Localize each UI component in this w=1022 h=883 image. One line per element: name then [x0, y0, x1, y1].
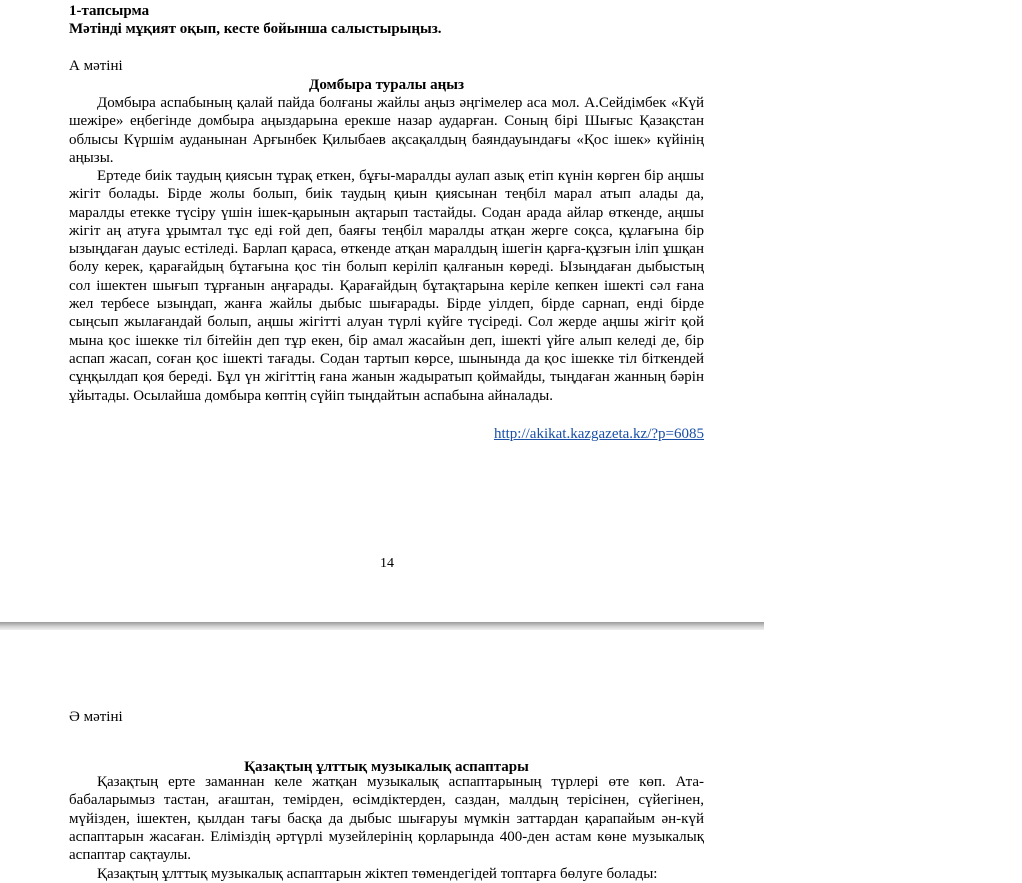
text-a-heading: Домбыра туралы аңыз [309, 77, 464, 93]
text-a-paragraph-2: Ертеде биік таудың қиясын тұрақ еткен, бұғы-маралды аулап азық етіп күнін көрген бір аңшы жігіт болады. Бірде жолы болып, биік таудың қиын қиясынан теңбіл марал атып алады да, маралды етекке түсіру үшін ішек-қарынын ақтарып тастайды. Содан арада айлар өткенде, аңшы жігіт аң атуға ұрымтал тұс еді ғой деп, баяғы теңбіл маралды атқан жерге соқса, құлағына бір ызыңдаған дауыс естіледі. Барлап қараса, өткенде атқан маралдың ішегін қарға-құзғын іліп ұшқан болу керек, қарағайдың бұтағына қос тін болып керіліп қалғанын көреді. Ызыңдаған дыбыстың сол ішектен шығып тұрғанын аңғарады. Қарағайдың бұтақтарына керіле кепкен ішекті сәл ғана жел тербесе ызыңдап, жанға жайлы дыбыс шығарады. Бірде уілдеп, бірде сарнап, енді бірде сыңсып жылағандай болып, аңшы жігітті алуан түрлі күйге түсіреді. Сол жерде аңшы жігіт қой мына қос ішекке тіл бітейін деп тұр екен, бір амал жасайын деп, ішекті үйге алып келеді де, бір аспап жасап, соған қос ішекті тағады. Содан тартып көрсе, шынында да қос ішекке тіл біткендей сұңқылдап қоя береді. Бұл үн жігіттің ғана жанын жадыратып қоймайды, тыңдаған жанның бәрін ұйытады. Осылайша домбыра көптің сүйіп тыңдайтын аспабына айналады. [69, 168, 704, 404]
page-number: 14 [380, 556, 394, 571]
text-b-label: Ә мәтіні [69, 709, 123, 725]
viewer-background [764, 0, 1022, 876]
source-link[interactable]: http://akikat.kazgazeta.kz/?p=6085 [493, 426, 704, 442]
page-separator [0, 622, 764, 630]
text-a-paragraph-1: Домбыра аспабының қалай пайда болғаны жайлы аңыз әңгімелер аса мол. А.Сейдімбек «Күй шежіре» еңбегінде домбыра аңыздарына ерекше назар аударған. Соның бірі Шығыс Қазақстан облысы Күршім ауданынан Арғынбек Қилыбаев ақсақалдың баяндауындағы «Қос ішек» күйінің аңызы. [69, 95, 704, 166]
text-b-paragraph-2: Қазақтың ұлттық музыкалық аспаптарын жіктеп төмендегідей топтарға бөлуге болады: [97, 866, 658, 882]
text-b-paragraph-1: Қазақтың ерте заманнан келе жатқан музыкалық аспаптарының түрлері өте көп. Ата-бабаларымыз тастан, ағаштан, темірден, өсімдіктерден, саздан, малдың терісінен, сүйегінен, мүйізден, ішектен, қылдан тағы басқа да дыбыс шығаруы мүмкін заттардан қарапайым ән-күй аспаптарын жасаған. Еліміздің әртүрлі музейлерінің қорларында 400-ден астам көне музыкалық аспаптар сақтаулы. [69, 774, 704, 864]
text-a-label: А мәтіні [69, 58, 123, 74]
document-page-2 [0, 630, 764, 882]
task-title: 1-тапсырма [69, 3, 150, 19]
task-instruction: Мәтінді мұқият оқып, кесте бойынша салыстырыңыз. [69, 21, 442, 37]
text-b-heading: Қазақтың ұлттық музыкалық аспаптары [244, 759, 529, 775]
